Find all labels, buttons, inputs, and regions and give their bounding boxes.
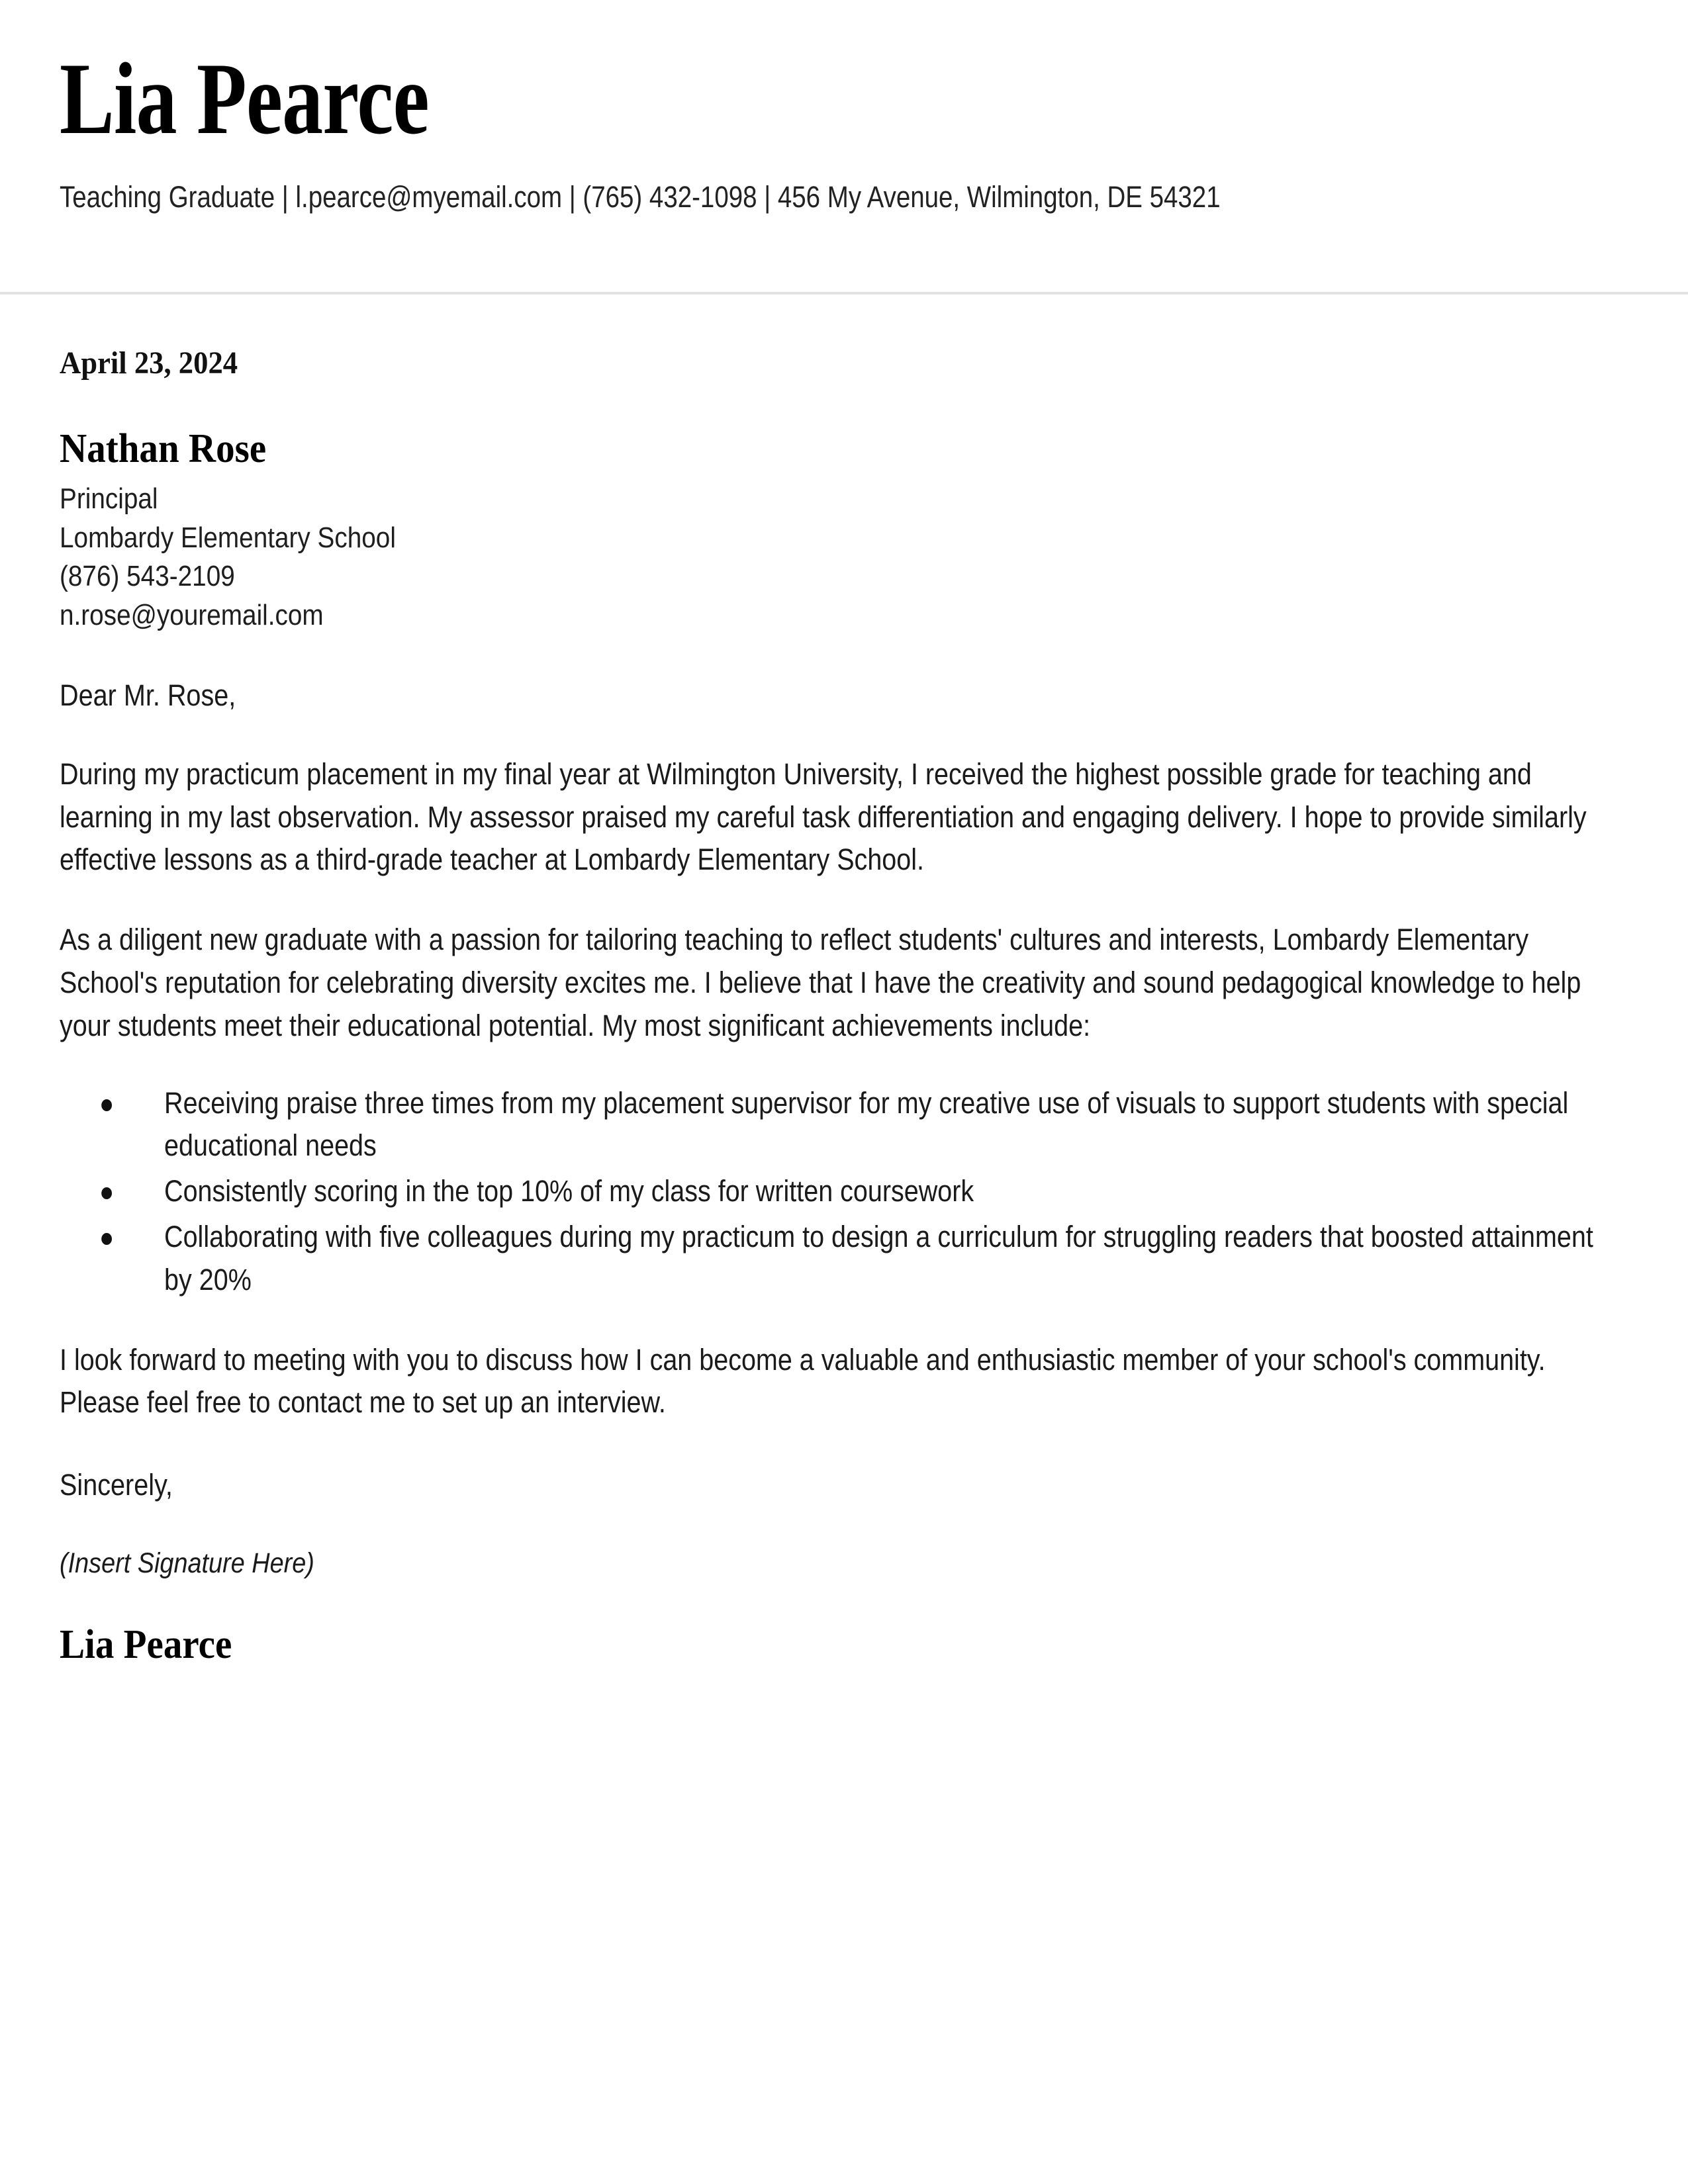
recipient-name: Nathan Rose: [60, 426, 267, 471]
recipient-phone: (876) 543-2109: [60, 560, 235, 593]
signature-name: Lia Pearce: [60, 1622, 232, 1667]
list-item: Collaborating with five colleagues during my practicum to design a curriculum for struggling readers that boosted attainment by 20%: [60, 1216, 1605, 1302]
closing-paragraph: I look forward to meeting with you to discuss how I can become a valuable and enthusiastic member of your school's community. Please feel free to contact me to set up an interview.: [60, 1342, 1546, 1420]
recipient-block: [60, 426, 1605, 635]
signoff: Sincerely,: [60, 1468, 173, 1502]
recipient-job-title: Principal: [60, 482, 158, 516]
body-paragraph-1: During my practicum placement in my final year at Wilmington University, I received the highest possible grade for teaching and learning in my last observation. My assessor praised my careful task differentiation and engaging delivery. I hope to provide similarly effective lessons as a third-grade teacher at Lombardy Elementary School.: [60, 756, 1587, 877]
signature-placeholder: (Insert Signature Here): [60, 1547, 314, 1579]
letter-date: April 23, 2024: [60, 345, 238, 381]
list-item: Consistently scoring in the top 10% of my class for written coursework: [60, 1170, 1605, 1213]
salutation: Dear Mr. Rose,: [60, 678, 236, 713]
achievements-list: [60, 1082, 1605, 1302]
applicant-name: Lia Pearce: [60, 42, 429, 156]
recipient-email: n.rose@youremail.com: [60, 598, 324, 631]
list-item: Receiving praise three times from my placement supervisor for my creative use of visuals to support students with special educational needs: [60, 1082, 1605, 1168]
header-divider: [0, 292, 1688, 295]
contact-info-line: Teaching Graduate | l.pearce@myemail.com | (765) 432-1098 | 456 My Avenue, Wilmington, DE 54321: [60, 180, 1221, 214]
body-paragraph-2: As a diligent new graduate with a passion for tailoring teaching to reflect students' cultures and interests, Lombardy Elementary School's reputation for celebrating diversity excites me. I believe that I have the creativity and sound pedagogical knowledge to help your students meet their educational potential. My most significant achievements include:: [60, 923, 1581, 1042]
recipient-organization: Lombardy Elementary School: [60, 521, 396, 554]
letterhead: [0, 0, 1688, 216]
letter-body: [60, 344, 1605, 1668]
